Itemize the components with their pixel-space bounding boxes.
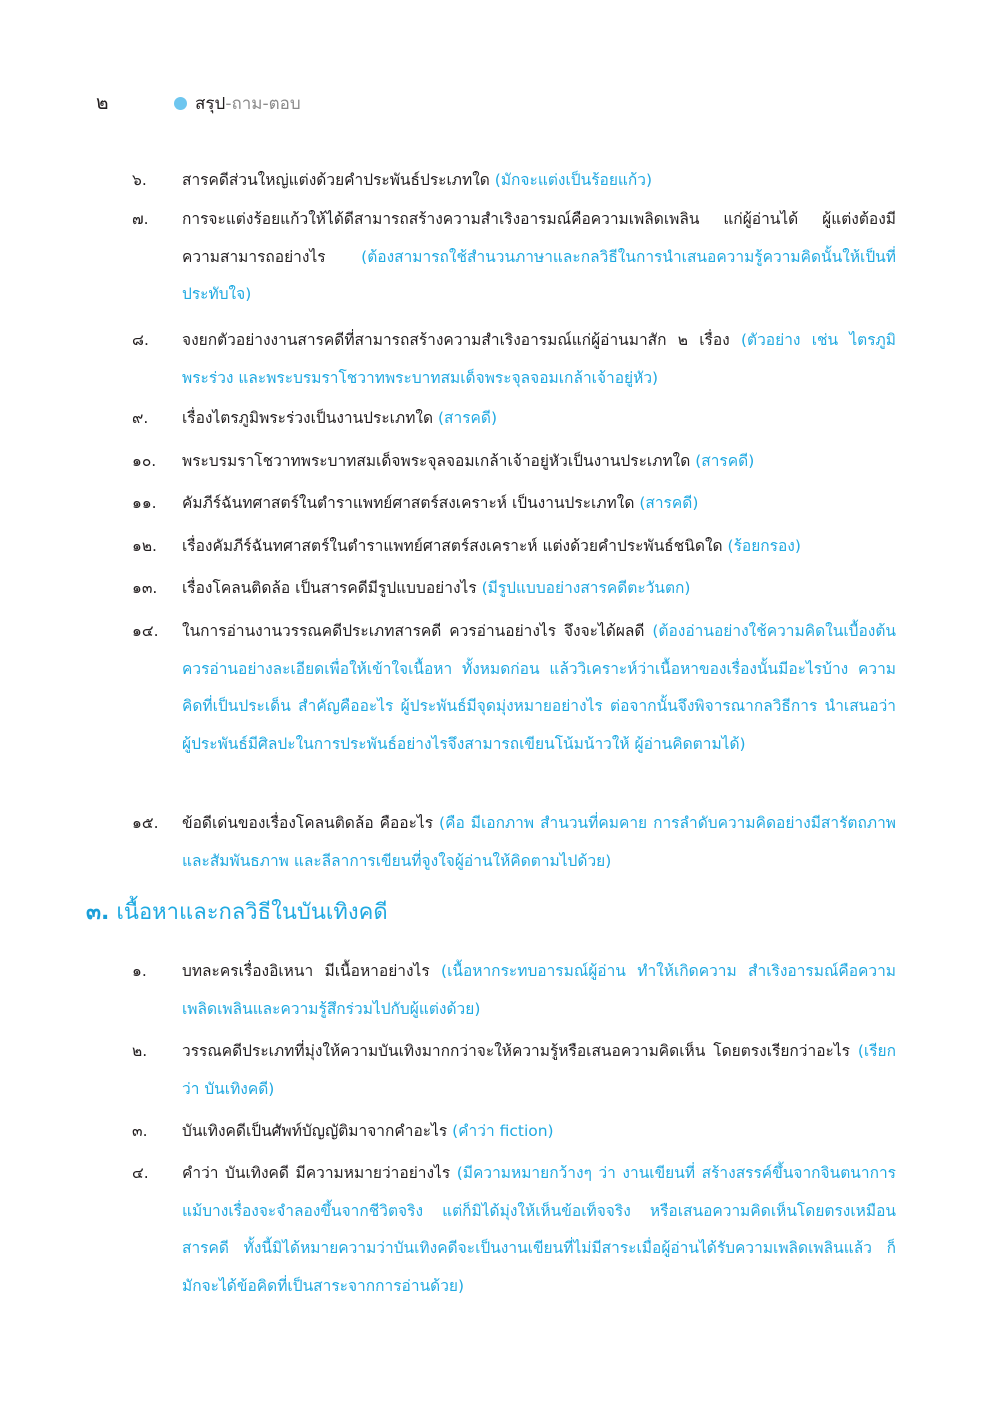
question-text: คำว่า บันเทิงคดี มีความหมายว่าอย่างไร <box>182 1164 457 1182</box>
qa-item-8 <box>132 322 896 397</box>
question-text: สารคดีส่วนใหญ่แต่งด้วยคำประพันธ์ประเภทใด <box>182 171 495 189</box>
answer-text: (มีความหมายกว้างๆ ว่า งานเขียนที่ สร้างสรรค์ขึ้นจากจินตนาการ แม้บางเรื่องจะจำลองขึ้นจากชีวิตจริง แต่ก็มิได้มุ่งให้เห็นข้อเท็จจริง หรือเสนอความคิดเห็นโดยตรงเหมือนสารคดี ทั้งนี้มิได้หมายความว่าบันเทิงคดีจะเป็นงานเขียนที่ไม่มีสาระเมื่อผู้อ่านได้รับความเพลิดเพลินแล้ว ก็มักจะได้ข้อคิดที่เป็นสาระจากการอ่านด้วย) <box>182 1164 896 1295</box>
qa-item-15 <box>132 805 896 880</box>
question-text: วรรณคดีประเภทที่มุ่งให้ความบันเทิงมากกว่าจะให้ความรู้หรือเสนอความคิดเห็น โดยตรงเรียกว่าอะไร <box>182 1042 858 1060</box>
answer-text: (ต้องอ่านอย่างใช้ความคิดในเบื้องต้นควรอ่านอย่างละเอียดเพื่อให้เข้าใจเนื้อหา ทั้งหมดก่อน แล้ววิเคราะห์ว่าเนื้อหาของเรื่องนั้นมีอะไรบ้าง ความคิดที่เป็นประเด็น สำคัญคืออะไร ผู้ประพันธ์มีจุดมุ่งหมายอย่างไร ต่อจากนั้นจึงพิจารณากลวิธีการ นำเสนอว่า ผู้ประพันธ์มีศิลปะในการประพันธ์อย่างไรจึงสามารถเขียนโน้มน้าวให้ ผู้อ่านคิดตามได้) <box>182 622 896 753</box>
page-number: ๒ <box>96 92 109 114</box>
item-number: ๘. <box>132 331 149 349</box>
qa-item-s3-2 <box>132 1033 896 1108</box>
section-heading <box>86 893 388 933</box>
question-text: บทละครเรื่องอิเหนา มีเนื้อหาอย่างไร <box>182 962 442 980</box>
qa-item-s3-1 <box>132 953 896 1028</box>
answer-text: (เนื้อหากระทบอารมณ์ผู้อ่าน ทำให้เกิดความ สำเริงอารมณ์คือความเพลิดเพลินและความรู้สึกร่วมไปกับผู้แต่งด้วย) <box>182 962 896 1018</box>
running-title-rest: -ถาม-ตอบ <box>225 93 301 114</box>
question-text: ข้อดีเด่นของเรื่องโคลนติดล้อ คืออะไร <box>182 814 440 832</box>
running-title <box>195 90 301 117</box>
answer-text: (สารคดี) <box>639 494 699 512</box>
item-number: ๑๔. <box>132 622 159 640</box>
section-title: เนื้อหาและกลวิธีในบันเทิงคดี <box>109 900 388 925</box>
qa-item-6 <box>132 162 896 200</box>
item-number: ๔. <box>132 1164 149 1182</box>
item-number: ๑๕. <box>132 814 159 832</box>
section-number: ๓. <box>86 900 110 925</box>
bullet-dot-icon <box>174 97 187 110</box>
question-text: จงยกตัวอย่างงานสารคดีที่สามารถสร้างความสำเริงอารมณ์แก่ผู้อ่านมาสัก ๒ เรื่อง <box>182 331 741 349</box>
item-number: ๓. <box>132 1122 148 1140</box>
running-title-strong: สรุป <box>195 93 226 114</box>
item-number: ๑๓. <box>132 579 158 597</box>
item-number: ๑. <box>132 962 147 980</box>
answer-text: (ตัวอย่าง เช่น ไตรภูมิพระร่วง และพระบรมราโชวาทพระบาทสมเด็จพระจุลจอมเกล้าเจ้าอยู่หัว) <box>182 331 896 387</box>
question-text: การจะแต่งร้อยแก้วให้ได้ดีสามารถสร้างความสำเริงอารมณ์คือความเพลิดเพลิน แก่ผู้อ่านได้ ผู้แต่งต้องมีความสามารถอย่างไร <box>182 210 896 266</box>
qa-item-s3-4 <box>132 1155 896 1305</box>
page-header <box>96 88 301 118</box>
item-number: ๗. <box>132 210 149 228</box>
qa-item-13 <box>132 570 896 608</box>
qa-item-s3-3 <box>132 1113 896 1151</box>
answer-text: (ร้อยกรอง) <box>727 537 801 555</box>
answer-text: (มักจะแต่งเป็นร้อยแก้ว) <box>494 171 653 189</box>
qa-item-7 <box>132 201 896 314</box>
item-number: ๑๑. <box>132 494 157 512</box>
question-text: ในการอ่านงานวรรณคดีประเภทสารคดี ควรอ่านอย่างไร จึงจะได้ผลดี <box>182 622 653 640</box>
qa-item-10 <box>132 443 896 481</box>
question-text: เรื่องโคลนติดล้อ เป็นสารคดีมีรูปแบบอย่างไร <box>182 579 482 597</box>
question-text: คัมภีร์ฉันทศาสตร์ในตำราแพทย์ศาสตร์สงเคราะห์ เป็นงานประเภทใด <box>182 494 640 512</box>
answer-text: (คำว่า fiction) <box>452 1122 554 1140</box>
answer-text: (สารคดี) <box>437 409 498 427</box>
question-text: พระบรมราโชวาทพระบาทสมเด็จพระจุลจอมเกล้าเจ้าอยู่หัวเป็นงานประเภทใด <box>182 452 696 470</box>
item-number: ๑๒. <box>132 537 157 555</box>
item-number: ๖. <box>132 171 147 189</box>
item-number: ๑๐. <box>132 452 157 470</box>
item-number: ๙. <box>132 409 149 427</box>
qa-item-12 <box>132 528 896 566</box>
answer-text: (เรียกว่า บันเทิงคดี) <box>182 1042 896 1098</box>
answer-text: (ต้องสามารถใช้สำนวนภาษาและกลวิธีในการนำเสนอความรู้ความคิดนั้นให้เป็นที่ประทับใจ) <box>182 247 896 303</box>
item-number: ๒. <box>132 1042 148 1060</box>
question-text: เรื่องไตรภูมิพระร่วงเป็นงานประเภทใด <box>182 409 438 427</box>
answer-text: (มีรูปแบบอย่างสารคดีตะวันตก) <box>481 579 691 597</box>
qa-item-11 <box>132 485 896 523</box>
question-text: เรื่องคัมภีร์ฉันทศาสตร์ในตำราแพทย์ศาสตร์สงเคราะห์ แต่งด้วยคำประพันธ์ชนิดใด <box>182 537 728 555</box>
qa-item-9 <box>132 400 896 438</box>
answer-text: (สารคดี) <box>695 452 755 470</box>
qa-item-14 <box>132 613 896 763</box>
answer-text: (คือ มีเอกภาพ สำนวนที่คมคาย การลำดับความคิดอย่างมีสารัตถภาพและสัมพันธภาพ และลีลาการเขียนที่จูงใจผู้อ่านให้คิดตามไปด้วย) <box>182 814 897 870</box>
question-text: บันเทิงคดีเป็นศัพท์บัญญัติมาจากคำอะไร <box>182 1122 453 1140</box>
